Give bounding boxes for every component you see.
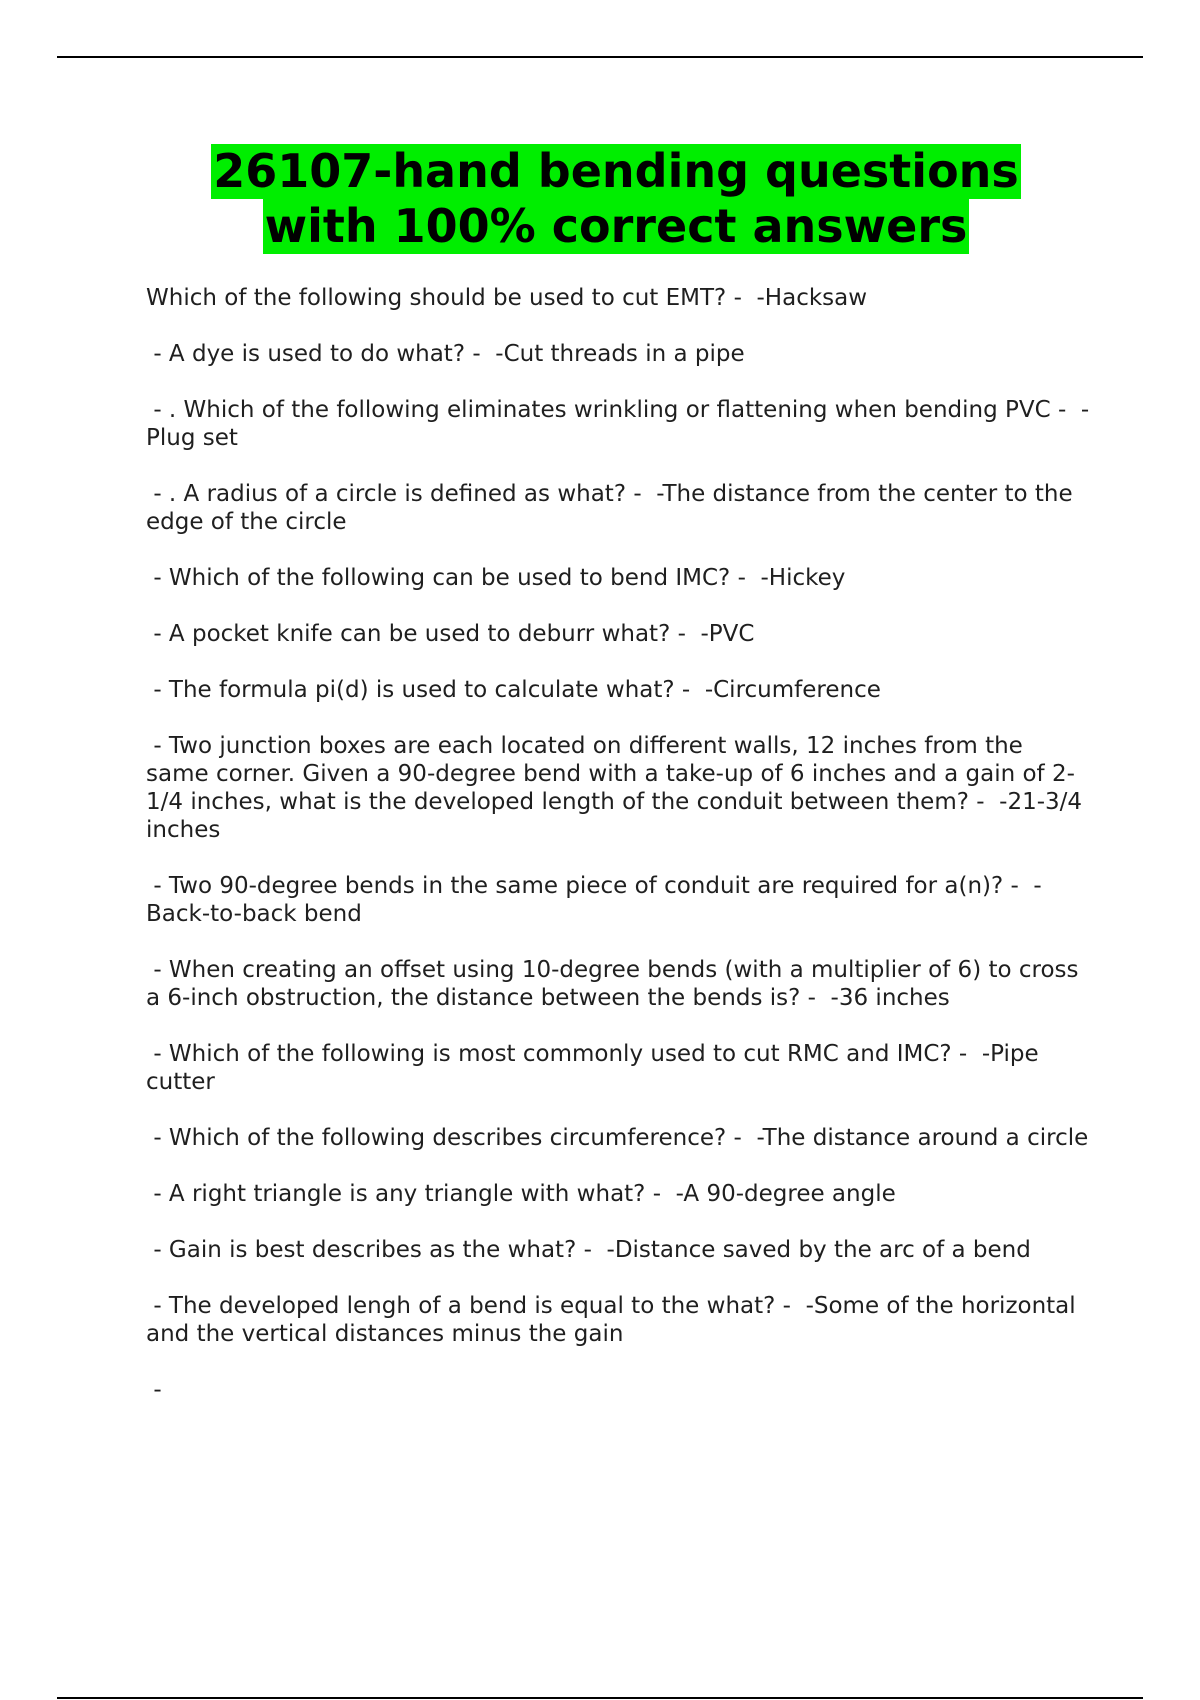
qa-item: - When creating an offset using 10-degree bends (with a multiplier of 6) to cross a 6-inch obstruction, the distance between the bends is? - -36 inches	[146, 957, 1086, 1011]
qa-item: - The developed lengh of a bend is equal to the what? - -Some of the horizontal and the vertical distances minus the gain	[146, 1293, 1083, 1347]
title-line-2: with 100% correct answers	[264, 199, 968, 253]
question-answer-list	[146, 284, 1091, 1432]
qa-item: - Gain is best describes as the what? - -Distance saved by the arc of a bend	[146, 1237, 1031, 1263]
qa-item: -	[146, 1377, 162, 1403]
qa-item: - . Which of the following eliminates wrinkling or flattening when bending PVC - -Plug set	[146, 397, 1090, 451]
top-rule	[57, 56, 1143, 58]
qa-item: - Two junction boxes are each located on different walls, 12 inches from the same corner. Given a 90-degree bend with a take-up of 6 inches and a gain of 2-1/4 inches, what is the developed length of the conduit between them? - -21-3/4 inches	[146, 733, 1090, 843]
document-title	[146, 144, 1086, 254]
qa-item: - Which of the following is most commonly used to cut RMC and IMC? - -Pipe cutter	[146, 1041, 1046, 1095]
qa-item: - Which of the following can be used to bend IMC? - -Hickey	[146, 565, 846, 591]
qa-item: - . A radius of a circle is defined as what? - -The distance from the center to the edge of the circle	[146, 481, 1080, 535]
qa-item: - A dye is used to do what? - -Cut threads in a pipe	[146, 341, 745, 367]
qa-item: Which of the following should be used to cut EMT? - -Hacksaw	[146, 285, 868, 311]
bottom-rule	[57, 1697, 1143, 1699]
title-line-1: 26107-hand bending questions	[213, 144, 1019, 198]
qa-item: - Two 90-degree bends in the same piece of conduit are required for a(n)? - -Back-to-back bend	[146, 873, 1042, 927]
qa-item: - A right triangle is any triangle with what? - -A 90-degree angle	[146, 1181, 896, 1207]
qa-item: - The formula pi(d) is used to calculate what? - -Circumference	[146, 677, 881, 703]
qa-item: - A pocket knife can be used to deburr what? - -PVC	[146, 621, 755, 647]
qa-item: - Which of the following describes circumference? - -The distance around a circle	[146, 1125, 1089, 1151]
